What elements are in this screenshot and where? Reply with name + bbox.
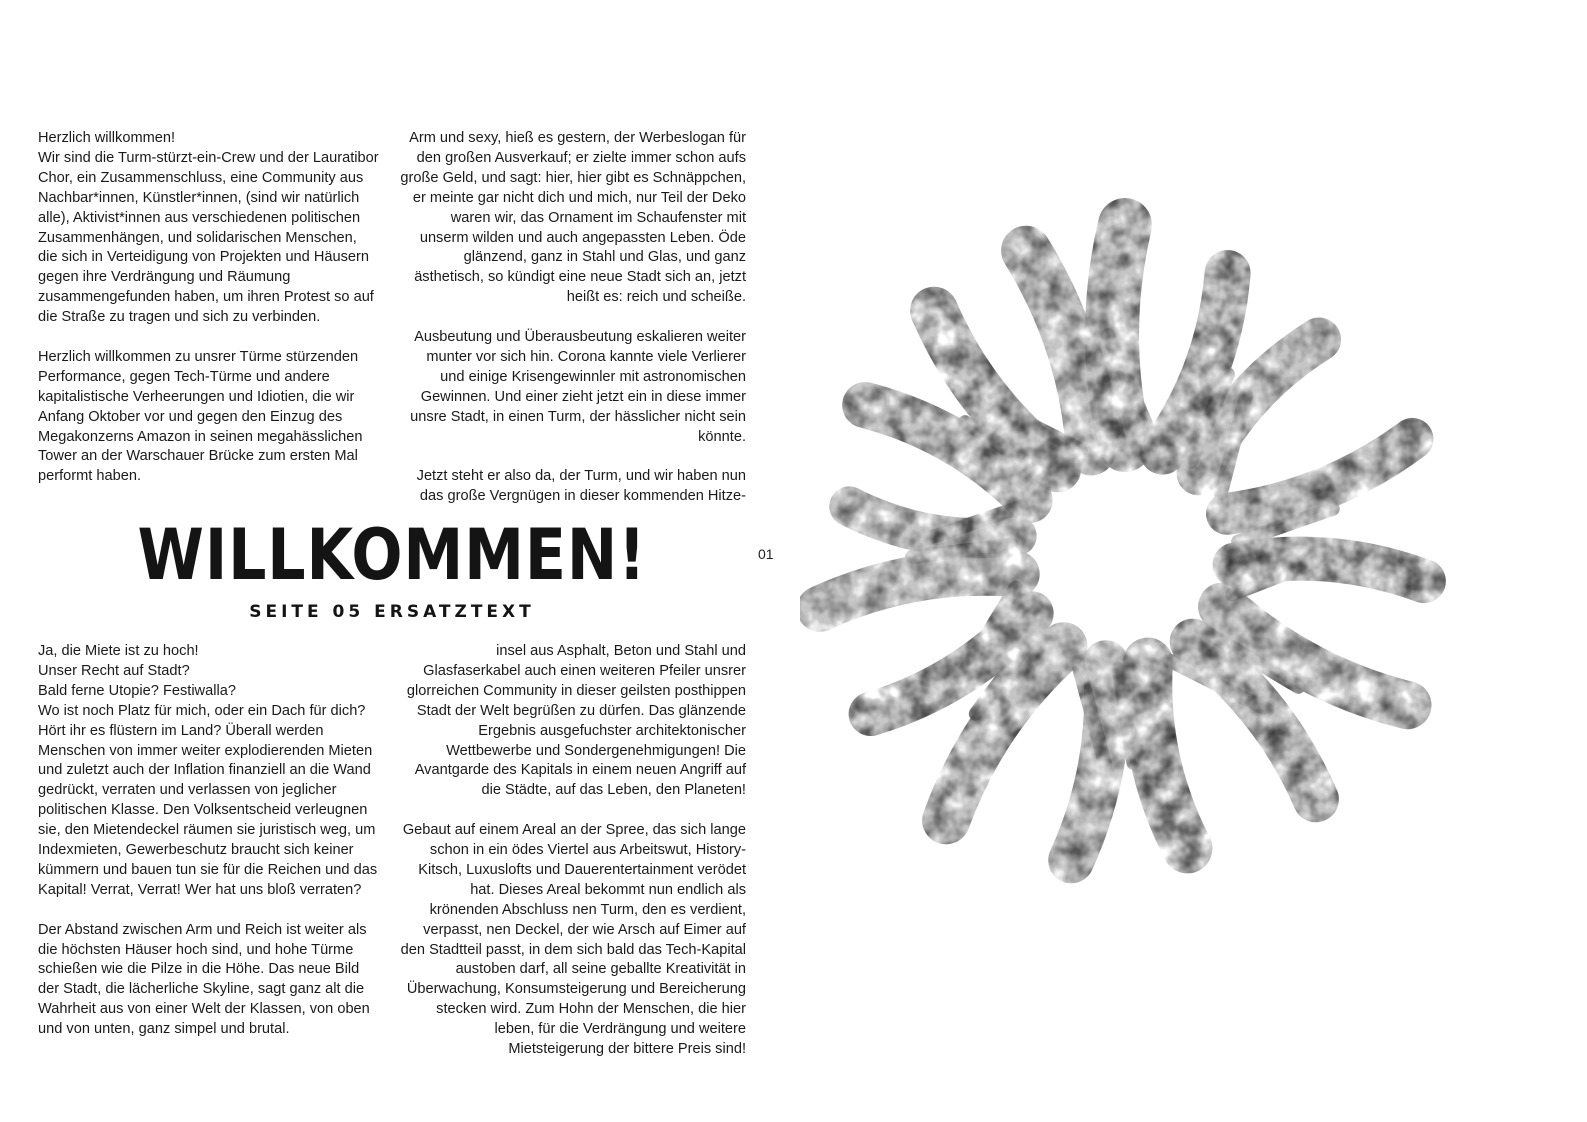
paragraph: Herzlich willkommen zu unsrer Türme stürzenden Performance, gegen Tech-Türme und andere kapitalistische Verheerungen und Idiotien, die wir Anfang Oktober vor und gegen den Einzug des Megakonzerns Amazon in seinen megahässlichen Tower an der Warschauer Brücke zum ersten Mal performt haben. [38,348,363,485]
paragraph: Der Abstand zwischen Arm und Reich ist weiter als die höchsten Häuser hoch sind, und hohe Türme schießen wie die Pilze in die Höhe. Das neue Bild der Stadt, die lächerliche Skyline, sagt ganz alt die Wahrheit aus von einer Welt der Klassen, von oben und von unten, ganz simpel und brutal. [38,921,370,1038]
ink-brush-lettering-circle-icon [800,170,1450,940]
paragraph: Gebaut auf einem Areal an der Spree, das sich lange schon in ein ödes Viertel aus Arbeitswut, History-Kitsch, Luxuslofts und Dauerentertainment verödet hat. Dieses Areal bekommt nun endlich als krönenden Abschluss nen Turm, den es verdient, verpasst, nen Deckel, der wie Arsch auf Eimer auf den Stadtteil passt, in dem sich bald das Tech-Kapital austoben darf, all seine geballte Kreativität in Überwachung, Konsumsteigerung und Bereicherung stecken wird. Zum Hohn der Menschen, die hier leben, für die Verdrängung und weitere Mietsteigerung der bittere Preis sind! [400,822,746,1058]
paragraph: Arm und sexy, hieß es gestern, der Werbeslogan für den großen Ausverkauf; er zielte immer schon aufs große Geld, und sagt: hier, hier gibt es Schnäppchen, er meinte gar nicht dich und mich, nur Teil der Deko waren wir, das Ornament im Schaufenster mit unserm wilden und auch angepassten Leben. Öde glänzend, ganz in Stahl und Glas, und ganz ästhetisch, so kündigt eine neue Stadt sich an, jetzt heißt es: reich und scheiße. [400,130,746,306]
paragraph: Ja, die Miete ist zu hoch! Unser Recht auf Stadt? Bald ferne Utopie? Festiwalla? Wo ist noch Platz für mich, oder ein Dach für dich? Hört ihr es flüstern im Land? Überall werden Menschen von immer weiter explodierenden Mieten und zuletzt auch der Inflation finanziell an die Wand gedrückt, verraten und verlassen von jeglicher politischen Klasse. Den Volksentscheid verleugnen sie, den Mietendeckel räumen sie juristisch weg, um Indexmieten, Gewerbeschutz braucht sich keiner kümmern und bauen tun sie für die Reichen und das Kapital! Verrat, Verrat! Wer hat uns bloß verraten? [38,643,378,898]
brush-stroke [820,573,1017,609]
brush-stroke [1147,663,1187,849]
subheadline: SEITE 05 ERSATZTEXT [249,602,535,622]
text-column-bottom-left [38,642,380,1040]
text-column-bottom-right [400,642,746,1060]
paragraph: insel aus Asphalt, Beton und Stahl und Glasfaserkabel auch einen weiteren Pfeiler unsrer glorreichen Community in dieser geilsten posthippen Stadt der Welt begrüßen zu dürfen. Das glänzende Ergebnis ausgefuchster architektonischer Wettbewerbe und Sondergenehmigungen! Die Avantgarde des Kapitals in einem neuen Angriff auf die Städte, auf das Leben, den Planeten! [406,643,746,799]
brush-stroke [1227,439,1412,514]
text-column-top-left [38,129,380,487]
paragraph: Ausbeutung und Überausbeutung eskalieren weiter munter vor sich hin. Corona kannte viele Verlierer und einige Krisengewinnler mit astronomischen Gewinnen. Und einer zieht jetzt ein in diese immer unsre Stadt, in einen Turm, der hässlicher nicht sein könnte. [410,329,746,445]
paragraph: Herzlich willkommen! Wir sind die Turm-stürzt-ein-Crew und der Lauratibor Chor, ein Zusammenschluss, eine Community aus Nachbar*innen, Künstler*innen, (sind wir natürlich alle), Aktivist*innen aus verschiedenen politischen Zusammenhängen, und solidarischen Menschen, die sich in Verteidigung von Projekten und Häusern gegen ihre Verdrängung und Räumung zusammengefunden haben, um ihren Protest so auf die Straße zu tragen und sich zu verbinden. [38,130,379,326]
text-column-top-right [400,129,746,507]
page-number: 01 [758,546,774,562]
headline: WILLKOMMEN! [137,514,647,596]
paragraph: Jetzt steht er also da, der Turm, und wir haben nun das große Vergnügen in dieser kommenden Hitze- [416,468,746,505]
